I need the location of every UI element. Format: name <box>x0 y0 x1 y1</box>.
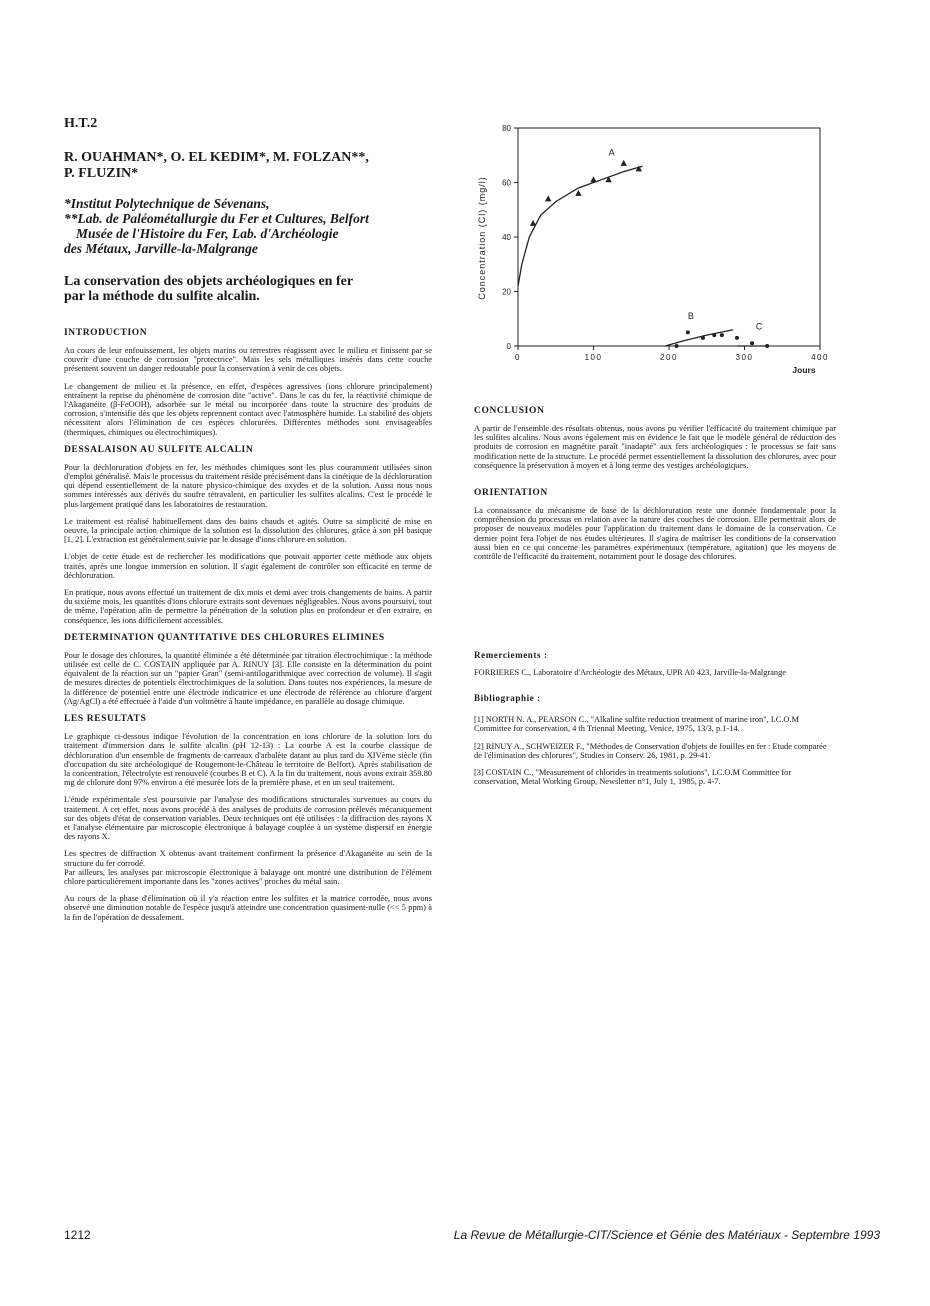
chart-x-tick-label: 100 <box>584 353 603 362</box>
chart-curve-b <box>665 330 733 346</box>
intro-paragraph-2: Le changement de milieu et la présence, en effet, d'espèces agressives (ions chlorure principalement) entraînent la reprise du phénomène de corrosion dite "active". Dans le cas du fer, la réactivité chimique de l'Akaganéite (β-FeOOH), adsorbée sur le métal ou incorporée dans toute la structure des produits de corrosion, s'intensifie dès que les objets reprennent contact avec l'atmosphère humide. La stabilité des objets nécessitent alors l'élimination de ces espèces chlorurées. Différentes méthodes sont envisageables (thermiques, chimiques ou électrochimiques). <box>64 381 432 437</box>
heading-orientation: ORIENTATION <box>474 488 548 499</box>
chart-plot-frame <box>518 128 820 346</box>
orientation-paragraph: La connaissance du mécanisme de base de la déchloruration reste une donnée fondamentale pour la compréhension du processus en relation avec la nature des couches de corrosion. Elle permettrait alors de proposer de nouveaux modèles pour l'application du traitement dans le domaine de la conservation. Ce dernier point fera l'objet de nos études ultérieures. Il s'agira de maîtriser les conditions de la conservation aussi bien en ce qui concerne les paramètres expérimentaux (température, agitation) que les moyens de contrôle de l'efficacité du traitement, notamment pour le dosage des chlorures. <box>474 506 836 562</box>
intro-paragraph-1: Au cours de leur enfouissement, les objets marins ou terrestres réagissent avec le milieu et finissent par se couvrir d'une couche de corrosion "protectrice". Mais les sels métalliques insérés dans cette couche présentent souvent un danger redoutable pour la conservation à venir de ces objets. <box>64 346 432 374</box>
heading-conclusion: CONCLUSION <box>474 406 545 416</box>
affiliation-1: *Institut Polytechnique de Sévenans, <box>64 196 270 211</box>
chart-x-tick-label: 300 <box>735 353 754 362</box>
chart-axes <box>502 124 829 362</box>
chart-point-a <box>605 176 611 182</box>
dessal-paragraph-3: L'objet de cette étude est de rechercher les modifications que pouvait apporter cette méthode aux objets traités, après une longue immersion en solution. Il s'agit également de contrôler son efficacité en terme de déchloruration. <box>64 552 432 580</box>
chart-point-b <box>675 344 679 348</box>
chart-point-b <box>712 333 716 337</box>
authors <box>64 150 432 182</box>
chart-series-label-a: A <box>608 147 615 158</box>
chart-point-a <box>530 220 536 226</box>
chart-series <box>518 147 769 348</box>
heading-determination: DETERMINATION QUANTITATIVE DES CHLORURES ELIMINES <box>64 632 385 643</box>
chart-y-tick-label: 20 <box>502 287 511 297</box>
article-title-line-1: La conservation des objets archéologiques en fer <box>64 274 354 289</box>
page-number: 1212 <box>64 1228 91 1242</box>
result-paragraph-3: Les spectres de diffraction X obtenus avant traitement confirment la présence d'Akaganéite au sein de la structure du fer corrodé. <box>64 849 432 868</box>
chart-point-c <box>750 341 754 345</box>
affiliation-3: Musée de l'Histoire du Fer, Lab. d'Archéologie <box>76 226 339 241</box>
conclusion-paragraph: A partir de l'ensemble des résultats obtenus, nous avons pu vérifier l'efficacité du traitement chimique par les sulfites alcalins. Nous avons également mis en évidence le fait que le modèle général de réduction des produits de corrosion en magnétite paraît "inadapté" aux fers archéologiques : le processus se fait sans modification nette de la structure. Le procédé permet essentiellement la dissolution des chlorures, avec pour conséquence la préservation à moyen et à long terme des vestiges archéologiques. <box>474 424 836 470</box>
heading-dessalaison: DESSALAISON AU SULFITE ALCALIN <box>64 444 254 455</box>
chloride-concentration-chart <box>474 118 854 388</box>
chart-svg <box>474 118 854 388</box>
reference-3: [3] COSTAIN C., "Measurement of chlorides in treatments solutions", I.C.O.M Committee for conservation, Metal Working Group, Newsletter n°1, July 1, 1985, p. 4-7. <box>474 768 792 787</box>
chart-x-axis-label: Jours <box>792 365 816 375</box>
authors-line-1: R. OUAHMAN*, O. EL KEDIM*, M. FOLZAN**, <box>64 150 369 165</box>
chart-point-b <box>720 333 724 337</box>
section-code: H.T.2 <box>64 116 98 131</box>
affiliation-2: **Lab. de Paléométallurgie du Fer et Cultures, Belfort <box>64 211 369 226</box>
reference-1: [1] NORTH N. A., PEARSON C., "Alkaline sulfite reduction treatment of marine iron", I.C.O.M Committee for conservation, 4 th Triennal Meeting, Venice, 1975, 13/3, p.1-14. <box>474 715 799 734</box>
journal-footer: La Revue de Métallurgie-CIT/Science et Génie des Matériaux - Septembre 1993 <box>453 1228 880 1242</box>
determ-paragraph-1: Pour le dosage des chlorures, la quantité éliminée a été déterminée par titration électrochimique : la méthode utilisée est celle de C. COSTAIN appliquée par A. RINUY [3]. Elle consiste en la détermination du point équivalent de la réaction sur un "papier Gran" (semi-antilogarithmique avec correction de volume). Il s'agit de mesures directes de potentiels électrochimiques de la solution. Dans toutes nos expériences, la mesure de la différence de potentiel entre une électrode indicatrice et une électrode de référence au chlorure d'argent (Ag/AgCl) a été effectuée à l'aide d'un voltmètre à haute impédance, en parallèle au dosage chimique. <box>64 650 432 706</box>
chart-series-label-c: C <box>755 321 763 332</box>
chart-point-b <box>735 336 739 340</box>
dessal-paragraph-4: En pratique, nous avons effectué un traitement de dix mois et demi avec trois changements de bains. A partir du sixième mois, les quantités d'ions chlorure extraits sont devenues négligeables. Nous avons poursuivi, tout de même, l'opération afin de permettre la pénétration de la solution plus en profondeur et d'en extraire, en conséquence, les ions difficilement accessibles. <box>64 588 432 625</box>
left-column <box>64 116 432 930</box>
article-title-line-2: par la méthode du sulfite alcalin. <box>64 289 260 304</box>
chart-y-tick-label: 80 <box>502 124 511 133</box>
dessal-paragraph-1: Pour la déchloruration d'objets en fer, les méthodes chimiques sont les plus couramment utilisées sinon d'emploi généralisé. Mais le processus du traitement réside précisément dans la cinétique de la déchloruration qui dépend essentiellement de la nature physico-chimique des oxydes et de la solution. Aussi nous nous sommes intéressés aux dérivés du soufre tétravalent, en particulier les sulfites alcalins. C'est le procédé le plus largement pratiqué dans les laboratoires de restauration. <box>64 462 432 509</box>
heading-resultats: LES RESULTATS <box>64 714 147 725</box>
heading-bibliographie: Bibliographie : <box>474 693 541 704</box>
chart-point-b <box>686 330 690 334</box>
chart-point-a <box>575 190 581 196</box>
affiliation-4: des Métaux, Jarville-la-Malgrange <box>64 241 258 256</box>
authors-line-2: P. FLUZIN* <box>64 166 139 181</box>
remerciements-text: FORRIERES C., Laboratoire d'Archéologie des Métaux, UPR A0 423, Jarville-la-Malgrange <box>474 668 787 677</box>
chart-point-a <box>590 176 596 182</box>
article-title <box>64 274 432 304</box>
chart-y-axis-label: Concentration (Cl) (mg/l) <box>477 176 487 300</box>
result-paragraph-5: Au cours de la phase d'élimination où il y'a réaction entre les sulfites et la matrice corrodée, nous avons observé une diminution notable de l'espèce jusqu'à atteindre une concentration quasiment-nulle (<< 5 ppm) à la fin de l'opération de dessalement. <box>64 894 432 922</box>
chart-point-a <box>621 160 627 166</box>
result-paragraph-1: Le graphique ci-dessous indique l'évolution de la concentration en ions chlorure de la solution lors du traitement d'immersion dans le sulfite alcalin (pH 12-13) : La courbe A est la courbe classique de déchloruration d'un ensemble de fragments de carreaux d'arbalète datant au plus tard du XIVème siècle (fin d'occupation du site archéologique de Rougemont-le-Château le territoire de Belfort). Après stabilisation de la concentration, l'électrolyte est renouvelé (courbes B et C). A la fin du traitement, nous avons extrait 359.80 mg de chlorure dont 97% environ a été mesurée lors de la première phase, et en un seul traitement. <box>64 732 432 788</box>
chart-curve-a <box>518 166 643 286</box>
dessal-paragraph-2: Le traitement est réalisé habituellement dans des bains chauds et agités. Outre sa simplicité de mise en oeuvre, la principale action chimique de la solution est la dissolution des chlorures, grâce à son pH basique [1, 2]. L'extraction est généralement suivie par le dosage d'ions chlorure en solution. <box>64 516 432 545</box>
chart-point-c <box>765 344 769 348</box>
right-column <box>474 406 836 569</box>
chart-y-tick-label: 40 <box>502 233 511 242</box>
acknowledgements <box>474 650 836 794</box>
chart-x-tick-label: 400 <box>811 353 829 362</box>
result-paragraph-2: L'étude expérimentale s'est poursuivie par l'analyse des modifications structurales survenues au cours du traitement. A cet effet, nous avons procédé à des analyses de produits de corrosion prélevés mécaniquement sur des objets d'état de conservation variables. Deux techniques ont été utilisées : la diffraction des rayons X et l'analyse élémentaire par microscopie électronique à balayage couplée à un système dispersif en énergie des rayons X. <box>64 795 432 842</box>
chart-x-tick-label: 0 <box>515 353 521 362</box>
chart-point-b <box>701 336 705 340</box>
reference-2: [2] RINUY A., SCHWEIZER F., "Méthodes de Conservation d'objets de fouilles en fer : Etude comparée de l'élimination des chlorures", Studies in Conserv. 26, 1981, p. 29-41. <box>474 741 827 760</box>
chart-x-tick-label: 200 <box>660 353 678 362</box>
result-paragraph-4: Par ailleurs, les analyses par microscopie électronique à balayage ont montré une distribution de l'élément chlore particulièrement importante dans les "zones actives" proches du métal sain. <box>64 867 432 886</box>
heading-remerciements: Remerciements : <box>474 650 548 660</box>
affiliations <box>64 196 432 256</box>
chart-series-label-b: B <box>687 310 694 321</box>
chart-y-tick-label: 60 <box>502 178 511 188</box>
heading-introduction: INTRODUCTION <box>64 328 148 338</box>
chart-y-tick-label: 0 <box>506 342 511 351</box>
chart-point-a <box>545 195 551 201</box>
